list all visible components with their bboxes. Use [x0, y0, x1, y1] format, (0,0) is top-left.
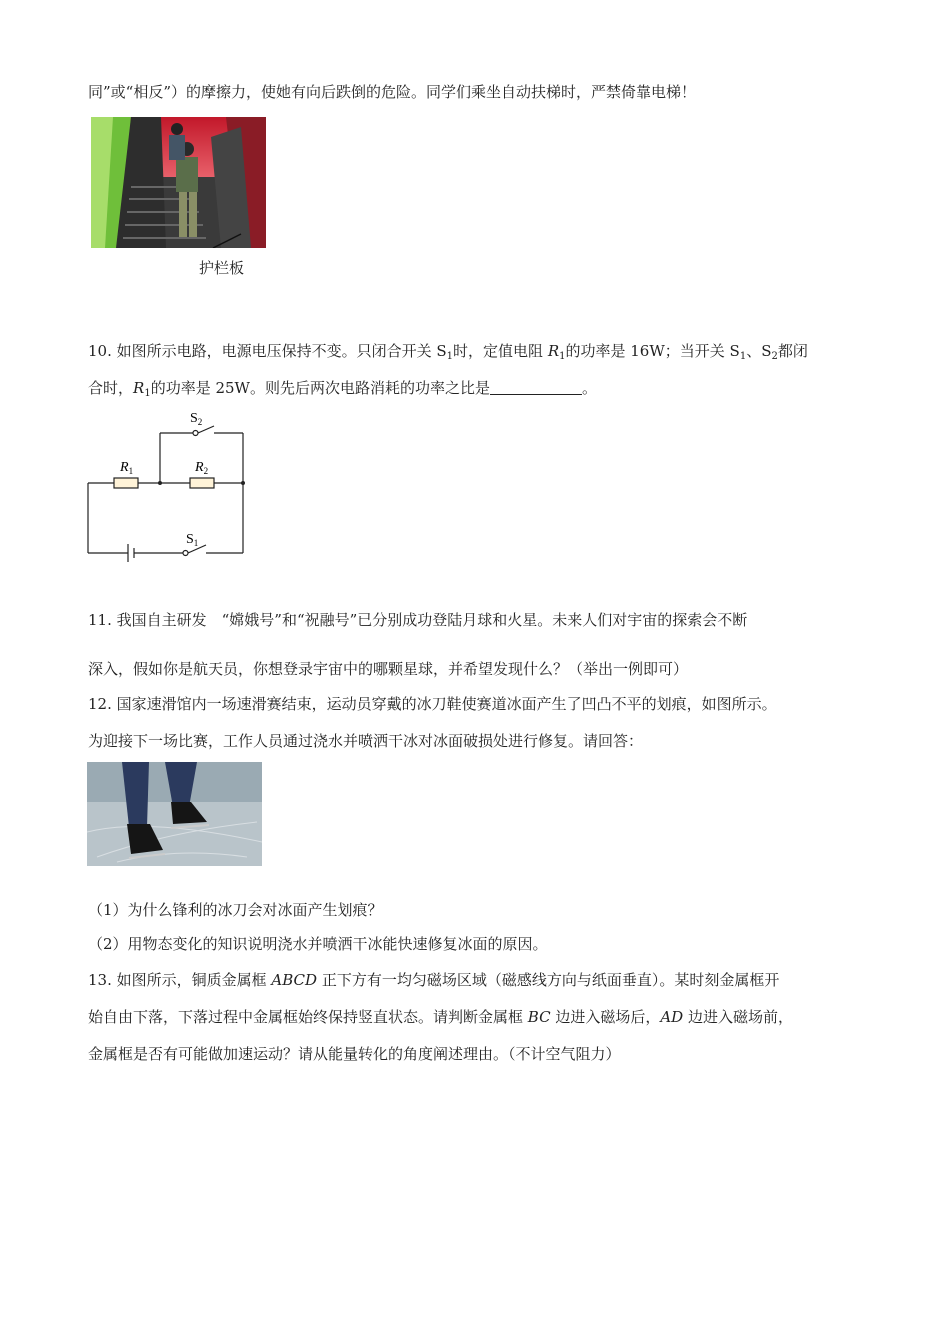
label-r2: $R_2$	[195, 460, 209, 476]
q12-sub-question-2: （2）用物态变化的知识说明浇水并喷洒干冰能快速修复冰面的原因。	[88, 935, 548, 953]
q12-line-1: 12. 国家速滑馆内一场速滑赛结束，运动员穿戴的冰刀鞋使赛道冰面产生了凹凸不平的划痕，如图所示。	[88, 695, 777, 713]
q11-line-1: 11. 我国自主研发 “嫦娥号”和“祝融号”已分别成功登陆月球和火星。未来人们对宇宙的探索会不断	[88, 611, 748, 629]
q13-line-1: 13. 如图所示，铜质金属框 ABCD 正下方有一均匀磁场区域（磁感线方向与纸面垂直）。某时刻金属框开	[88, 971, 780, 989]
circuit-diagram	[80, 405, 260, 570]
escalator-photo	[91, 117, 266, 248]
q12-line-2: 为迎接下一场比赛，工作人员通过浇水并喷洒干冰对冰面破损处进行修复。请回答：	[88, 732, 644, 750]
q9-text-line: 同”或“相反”）的摩擦力，使她有向后跌倒的危险。同学们乘坐自动扶梯时，严禁倚靠电梯！	[88, 83, 697, 101]
q10-line-1: 10. 如图所示电路，电源电压保持不变。只闭合开关 $S_1$时，定值电阻 $R_1$的功率是 16W；当开关 $S_1$、$S_2$都闭	[88, 342, 808, 362]
q10-line-2: 合时，$R_1$的功率是 25W。则先后两次电路消耗的功率之比是 。	[88, 379, 597, 399]
answer-blank[interactable]	[490, 380, 582, 395]
q13-line-2: 始自由下落，下落过程中金属框始终保持竖直状态。请判断金属框 BC 边进入磁场后，AD 边进入磁场前，	[88, 1008, 793, 1026]
label-s1: $S_1$	[186, 532, 199, 548]
q13-line-3: 金属框是否有可能做加速运动？请从能量转化的角度阐述理由。（不计空气阻力）	[88, 1045, 621, 1063]
figure-caption: 护栏板	[199, 259, 245, 277]
ice-skates-photo	[87, 762, 262, 866]
q12-sub-question-1: （1）为什么锋利的冰刀会对冰面产生划痕？	[88, 901, 383, 919]
q11-line-2: 深入，假如你是航天员，你想登录宇宙中的哪颗星球，并希望发现什么？（举出一例即可）	[88, 660, 689, 678]
label-s2: $S_2$	[190, 411, 203, 427]
label-r1: $R_1$	[120, 460, 134, 476]
